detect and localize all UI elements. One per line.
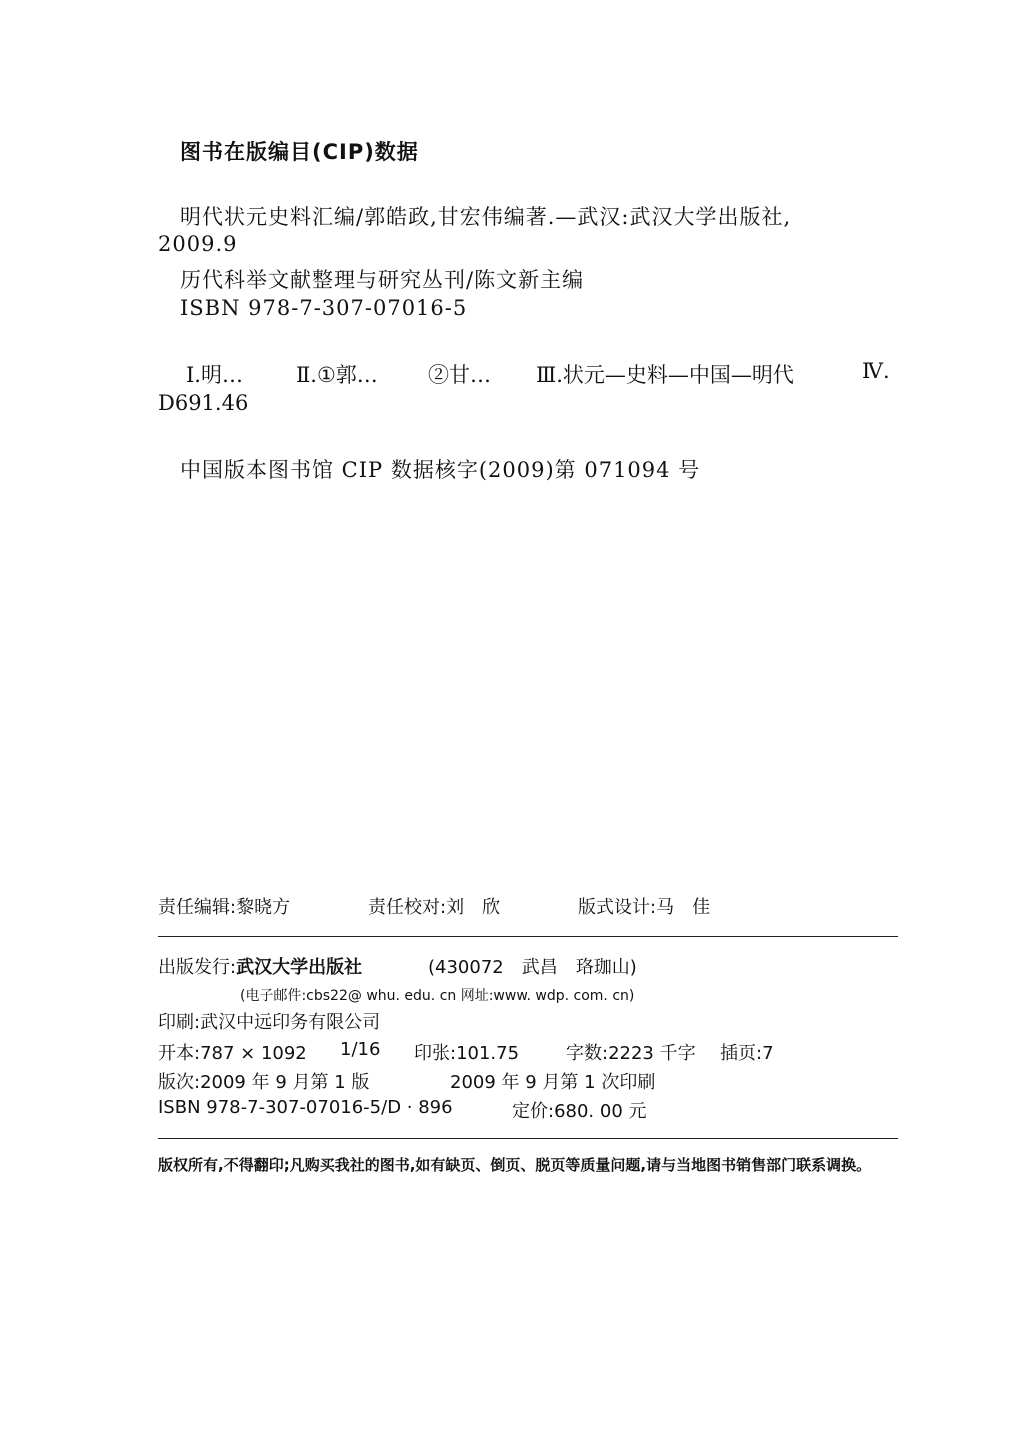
cip-isbn-line: ISBN 978-7-307-07016-5: [180, 296, 468, 320]
cip-title-line: 明代状元史料汇编/郭皓政,甘宏伟编著.—武汉:武汉大学出版社,: [180, 205, 792, 229]
classification-5: Ⅳ.: [862, 359, 890, 383]
edition: 版次:2009 年 9 月第 1 版: [158, 1072, 370, 1093]
cip-series-line: 历代科举文献整理与研究丛刊/陈文新主编: [180, 268, 585, 292]
divider-bottom: [158, 1138, 898, 1139]
credit-designer: 版式设计:马 佳: [578, 897, 711, 918]
credit-proofreader: 责任校对:刘 欣: [368, 897, 501, 918]
sheets: 印张:101.75: [414, 1043, 520, 1064]
cip-date-line: 2009.9: [158, 232, 238, 256]
printing: 2009 年 9 月第 1 次印刷: [450, 1072, 656, 1093]
copyright-notice: 版权所有,不得翻印;凡购买我社的图书,如有缺页、倒页、脱页等质量问题,请与当地图书销售部门联系调换。: [158, 1156, 872, 1174]
classification-continuation: D691.46: [158, 391, 249, 415]
classification-3: ②甘…: [428, 363, 491, 387]
printer: 印刷:武汉中远印务有限公司: [158, 1012, 381, 1033]
format: 开本:787 × 1092: [158, 1043, 307, 1064]
classification-1: Ⅰ.明…: [186, 363, 243, 387]
cip-heading: 图书在版编目(CIP)数据: [180, 140, 419, 164]
classification-4: Ⅲ.状元—史料—中国—明代: [536, 363, 794, 387]
isbn-full: ISBN 978-7-307-07016-5/D · 896: [158, 1097, 453, 1118]
fold: 1/16: [340, 1039, 381, 1060]
cip-record-number: 中国版本图书馆 CIP 数据核字(2009)第 071094 号: [180, 458, 701, 482]
publisher-contact: (电子邮件:cbs22@ whu. edu. cn 网址:www. wdp. com. cn): [240, 988, 635, 1004]
word-count: 字数:2223 千字: [566, 1043, 696, 1064]
divider-top: [158, 936, 898, 937]
plates: 插页:7: [720, 1043, 774, 1064]
classification-2: Ⅱ.①郭…: [296, 363, 378, 387]
publisher-address: (430072 武昌 珞珈山): [428, 957, 637, 978]
publisher: [158, 953, 362, 979]
publisher-name: 武汉大学出版社: [236, 957, 363, 978]
credit-editor: 责任编辑:黎晓方: [158, 897, 291, 918]
publisher-label: 出版发行:: [158, 957, 237, 978]
price: 定价:680. 00 元: [512, 1101, 647, 1122]
